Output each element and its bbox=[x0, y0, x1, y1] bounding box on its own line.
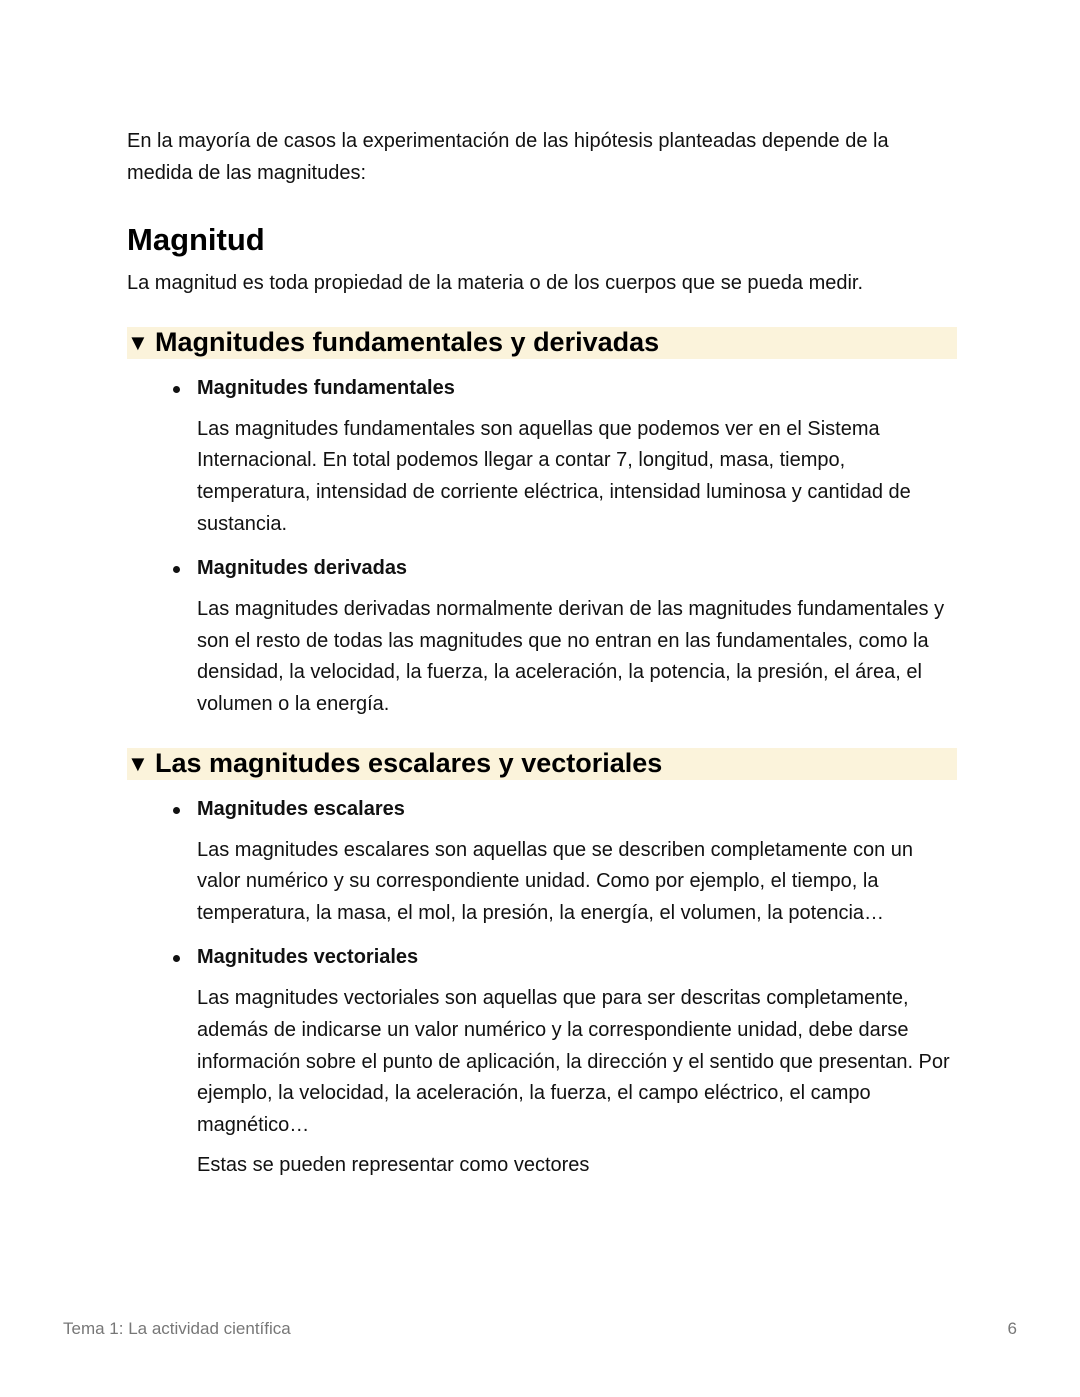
intro-paragraph: En la mayoría de casos la experimentación de las hipótesis planteadas depende de la medida de las magnitudes: bbox=[127, 130, 889, 184]
footer-title: Tema 1: La actividad científica bbox=[63, 1319, 291, 1338]
section-title: Magnitudes fundamentales y derivadas bbox=[155, 327, 660, 358]
toggle-heading[interactable] bbox=[127, 327, 957, 359]
item-text: Las magnitudes fundamentales son aquellas que podemos ver en el Sistema Internacional. En total podemos llegar a contar 7, longitud, masa, tiempo, temperatura, intensidad de corriente eléctrica, intensidad luminosa y cantidad de sustancia. bbox=[197, 417, 911, 535]
page-content bbox=[127, 126, 957, 1182]
section-title: Las magnitudes escalares y vectoriales bbox=[155, 748, 663, 779]
item-label: Magnitudes fundamentales bbox=[197, 372, 957, 404]
item-label: Magnitudes escalares bbox=[197, 793, 957, 825]
item-label: Magnitudes derivadas bbox=[197, 552, 957, 584]
triangle-down-icon[interactable]: ▼ bbox=[127, 329, 149, 355]
item-text: Las magnitudes escalares son aquellas que se describen completamente con un valor numérico y su correspondiente unidad. Como por ejemplo, el tiempo, la temperatura, la masa, el mol, la presión, la energía, el volumen, la potencia… bbox=[197, 838, 913, 924]
item-extra-text: Estas se pueden representar como vectores bbox=[197, 1154, 590, 1177]
item-text: Las magnitudes vectoriales son aquellas que para ser descritas completamente, además de indicarse un valor numérico y la correspondiente unidad, debe darse información sobre el punto de aplicación, la dirección y el sentido que presentan. Por ejemplo, la velocidad, la aceleración, la fuerza, el campo eléctrico, el campo magnético… bbox=[197, 987, 950, 1136]
bullet-list bbox=[127, 372, 957, 721]
item-label: Magnitudes vectoriales bbox=[197, 941, 957, 973]
bullet-list bbox=[127, 793, 957, 1182]
list-item bbox=[197, 793, 957, 930]
list-item bbox=[197, 372, 957, 540]
list-item bbox=[197, 552, 957, 720]
page-number: 6 bbox=[1007, 1319, 1017, 1338]
definition-paragraph: La magnitud es toda propiedad de la materia o de los cuerpos que se pueda medir. bbox=[127, 272, 864, 295]
item-text: Las magnitudes derivadas normalmente derivan de las magnitudes fundamentales y son el resto de todas las magnitudes que no entran en las fundamentales, como la densidad, la velocidad, la fuerza, la aceleración, la potencia, la presión, el área, el volumen o la energía. bbox=[197, 598, 945, 715]
triangle-down-icon[interactable]: ▼ bbox=[127, 750, 149, 776]
list-item bbox=[197, 941, 957, 1182]
heading-magnitud: Magnitud bbox=[127, 222, 265, 258]
toggle-section-fundamentales-derivadas bbox=[127, 327, 957, 721]
toggle-section-escalares-vectoriales bbox=[127, 748, 957, 1182]
toggle-heading[interactable] bbox=[127, 748, 957, 780]
